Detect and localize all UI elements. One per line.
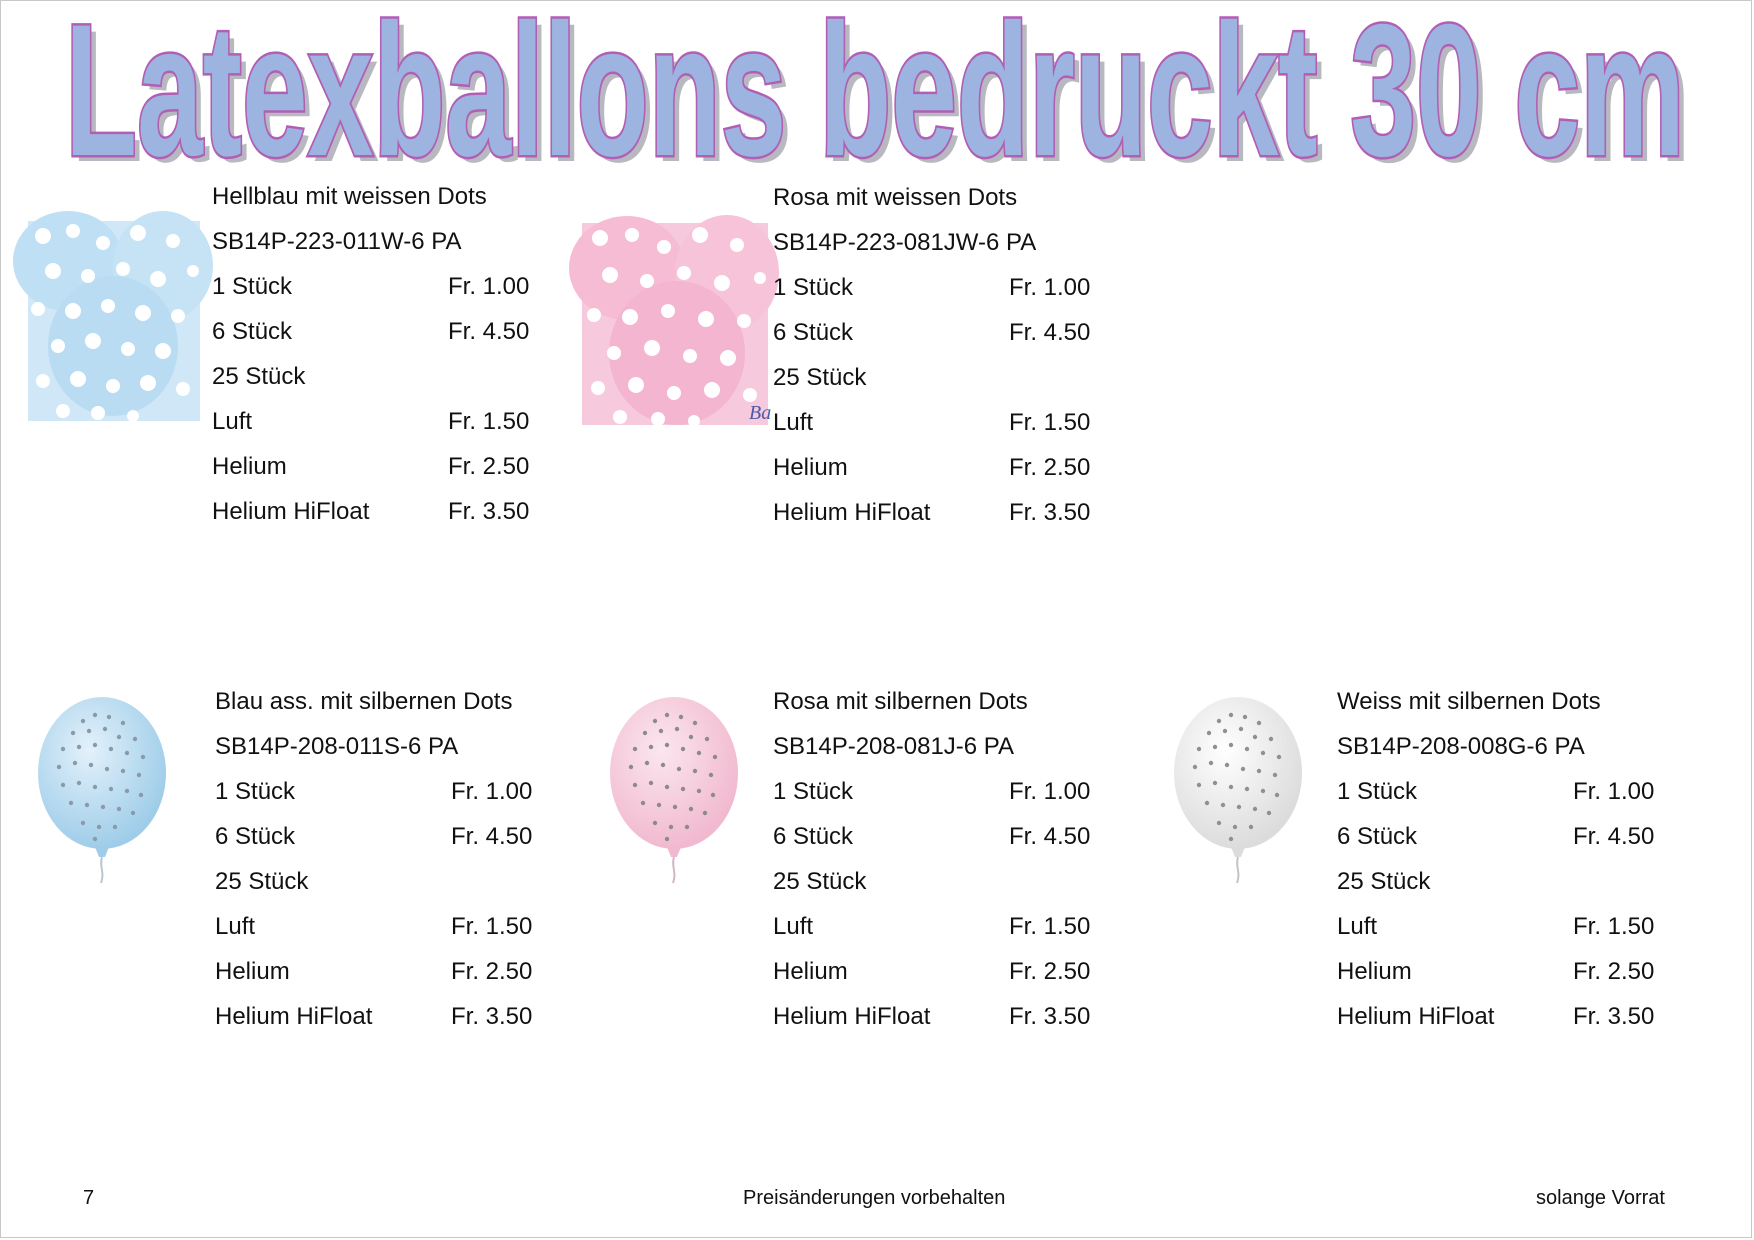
price-value: Fr. 2.50 bbox=[448, 453, 530, 480]
price-value: Fr. 1.50 bbox=[451, 913, 533, 940]
price-row bbox=[773, 994, 1109, 1039]
price-row bbox=[215, 994, 551, 1039]
product-sku: SB14P-208-081J-6 PA bbox=[773, 733, 1015, 760]
product-sku: SB14P-208-011S-6 PA bbox=[215, 733, 459, 760]
page-number: 7 bbox=[83, 1187, 95, 1209]
price-value: Fr. 4.50 bbox=[1009, 319, 1091, 346]
price-qty: Luft bbox=[773, 913, 814, 940]
price-row bbox=[773, 265, 1109, 310]
price-value bbox=[448, 354, 548, 399]
product-image-white-balloon bbox=[1169, 691, 1307, 891]
price-qty: 25 Stück bbox=[773, 868, 867, 895]
price-qty: 1 Stück bbox=[773, 274, 854, 301]
price-qty: 25 Stück bbox=[1337, 868, 1431, 895]
price-row bbox=[773, 445, 1109, 490]
price-row bbox=[215, 949, 551, 994]
price-value: Fr. 1.00 bbox=[1009, 274, 1091, 301]
price-value: Fr. 1.50 bbox=[1009, 913, 1091, 940]
price-row bbox=[773, 814, 1109, 859]
price-value: Fr. 1.00 bbox=[448, 273, 530, 300]
price-value: Fr. 1.00 bbox=[1009, 778, 1091, 805]
price-qty: 1 Stück bbox=[1337, 778, 1418, 805]
price-value: Fr. 3.50 bbox=[448, 498, 530, 525]
price-qty: Helium bbox=[1337, 958, 1412, 985]
price-row bbox=[212, 399, 548, 444]
price-value: Fr. 3.50 bbox=[451, 1003, 533, 1030]
page-title-shadow: Latexballons bedruckt 30 cm bbox=[71, 0, 1692, 201]
price-value: Fr. 2.50 bbox=[451, 958, 533, 985]
price-value: Fr. 4.50 bbox=[1573, 823, 1655, 850]
price-qty: Luft bbox=[773, 409, 814, 436]
product-name: Hellblau mit weissen Dots bbox=[212, 183, 487, 210]
price-qty: 6 Stück bbox=[773, 823, 854, 850]
price-row bbox=[1337, 994, 1673, 1039]
product-image-blue-balloon bbox=[33, 691, 171, 891]
price-value: Fr. 1.50 bbox=[1573, 913, 1655, 940]
price-qty: Helium bbox=[215, 958, 290, 985]
price-row bbox=[773, 355, 1109, 400]
price-qty: Helium HiFloat bbox=[212, 498, 370, 525]
price-row bbox=[773, 859, 1109, 904]
price-qty: Helium bbox=[773, 958, 848, 985]
page-title-text: Latexballons bedruckt 30 cm bbox=[65, 0, 1686, 195]
price-value: Fr. 4.50 bbox=[451, 823, 533, 850]
product-sku: SB14P-223-081JW-6 PA bbox=[773, 229, 1037, 256]
price-qty: 1 Stück bbox=[773, 778, 854, 805]
price-qty: 6 Stück bbox=[215, 823, 296, 850]
price-qty: 25 Stück bbox=[212, 363, 306, 390]
footer-stock-note: solange Vorrat bbox=[1536, 1187, 1665, 1209]
price-qty: Helium HiFloat bbox=[773, 1003, 931, 1030]
price-value bbox=[1009, 859, 1109, 904]
price-qty: Helium HiFloat bbox=[1337, 1003, 1495, 1030]
price-value: Fr. 3.50 bbox=[1573, 1003, 1655, 1030]
price-value: Fr. 2.50 bbox=[1009, 454, 1091, 481]
product-image-pink-balloon bbox=[605, 691, 743, 891]
price-value: Fr. 4.50 bbox=[1009, 823, 1091, 850]
price-qty: 25 Stück bbox=[773, 364, 867, 391]
price-row bbox=[212, 444, 548, 489]
price-value: Fr. 1.00 bbox=[1573, 778, 1655, 805]
price-row bbox=[1337, 904, 1673, 949]
product-name: Rosa mit weissen Dots bbox=[773, 184, 1018, 211]
price-value: Fr. 2.50 bbox=[1009, 958, 1091, 985]
price-row bbox=[773, 904, 1109, 949]
product-image-pink-balloons bbox=[582, 223, 772, 425]
price-row bbox=[215, 904, 551, 949]
price-value: Fr. 4.50 bbox=[448, 318, 530, 345]
price-qty: Luft bbox=[215, 913, 256, 940]
price-row bbox=[212, 354, 548, 399]
price-qty: 6 Stück bbox=[212, 318, 293, 345]
price-row bbox=[212, 489, 548, 534]
price-qty: 1 Stück bbox=[215, 778, 296, 805]
price-qty: Luft bbox=[212, 408, 253, 435]
product-sku: SB14P-223-011W-6 PA bbox=[212, 228, 462, 255]
price-qty: 1 Stück bbox=[212, 273, 293, 300]
price-value: Fr. 1.00 bbox=[451, 778, 533, 805]
price-row bbox=[1337, 769, 1673, 814]
price-value bbox=[1009, 355, 1109, 400]
price-row bbox=[773, 769, 1109, 814]
product-image-light-blue-balloons bbox=[28, 221, 200, 421]
price-value: Fr. 3.50 bbox=[1009, 1003, 1091, 1030]
price-row bbox=[773, 490, 1109, 535]
price-qty: 6 Stück bbox=[1337, 823, 1418, 850]
product-name: Rosa mit silbernen Dots bbox=[773, 688, 1028, 715]
price-row bbox=[1337, 949, 1673, 994]
price-row bbox=[1337, 859, 1673, 904]
price-row bbox=[212, 264, 548, 309]
price-qty: 6 Stück bbox=[773, 319, 854, 346]
price-row bbox=[773, 949, 1109, 994]
product-name: Blau ass. mit silbernen Dots bbox=[215, 688, 513, 715]
price-qty: Helium HiFloat bbox=[773, 499, 931, 526]
price-value bbox=[1573, 859, 1673, 904]
product-name: Weiss mit silbernen Dots bbox=[1337, 688, 1601, 715]
price-qty: 25 Stück bbox=[215, 868, 309, 895]
price-value: Fr. 1.50 bbox=[448, 408, 530, 435]
price-qty: Helium bbox=[773, 454, 848, 481]
price-row bbox=[215, 859, 551, 904]
price-qty: Luft bbox=[1337, 913, 1378, 940]
watermark-text: Ba bbox=[749, 402, 772, 424]
price-value: Fr. 3.50 bbox=[1009, 499, 1091, 526]
price-row bbox=[215, 814, 551, 859]
price-row bbox=[1337, 814, 1673, 859]
price-qty: Helium HiFloat bbox=[215, 1003, 373, 1030]
price-row bbox=[215, 769, 551, 814]
price-row bbox=[212, 309, 548, 354]
footer-disclaimer: Preisänderungen vorbehalten bbox=[743, 1187, 1006, 1209]
price-row bbox=[773, 400, 1109, 445]
price-value: Fr. 2.50 bbox=[1573, 958, 1655, 985]
price-value bbox=[451, 859, 551, 904]
price-row bbox=[773, 310, 1109, 355]
product-sku: SB14P-208-008G-6 PA bbox=[1337, 733, 1585, 760]
price-value: Fr. 1.50 bbox=[1009, 409, 1091, 436]
price-qty: Helium bbox=[212, 453, 287, 480]
